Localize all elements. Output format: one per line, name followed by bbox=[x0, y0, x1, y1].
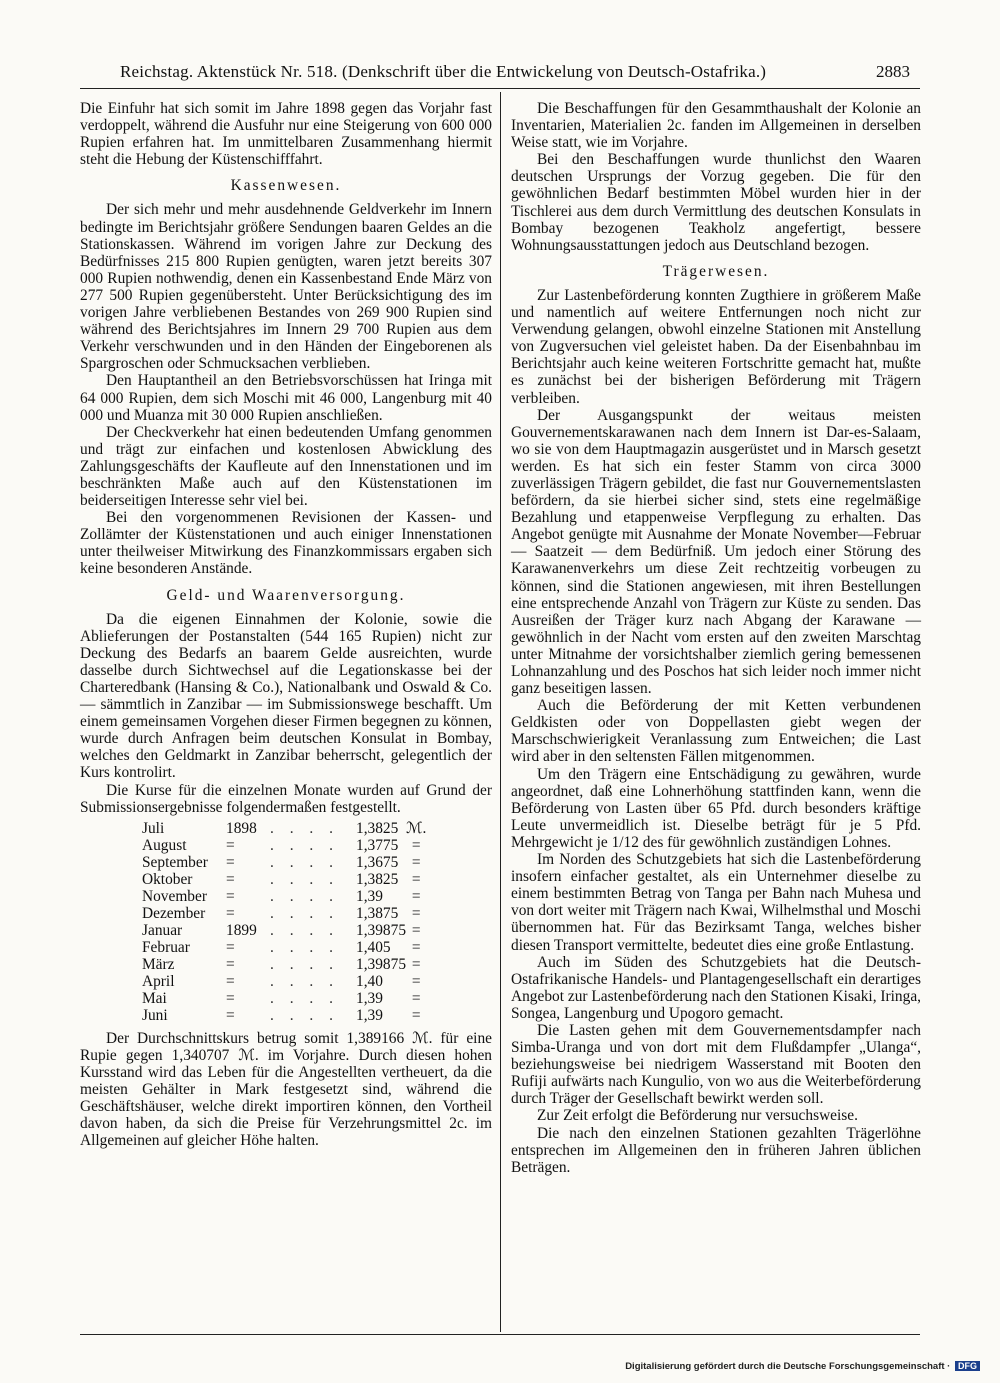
rate-leader-dots: . . . . bbox=[270, 972, 339, 990]
rate-value: 1,39 bbox=[356, 887, 383, 905]
right-column bbox=[511, 100, 921, 1176]
rate-value: 1,3825 bbox=[356, 870, 399, 888]
rate-unit: = bbox=[411, 904, 421, 922]
rate-leader-dots: . . . . bbox=[270, 921, 339, 939]
rate-value: 1,405 bbox=[356, 938, 391, 956]
rate-row bbox=[142, 973, 426, 990]
rate-row bbox=[142, 820, 426, 837]
rate-leader-dots: . . . . bbox=[270, 904, 339, 922]
rate-unit: = bbox=[411, 972, 421, 990]
paragraph: Zur Zeit erfolgt die Beförderung nur versuchsweise. bbox=[537, 1107, 858, 1125]
rate-leader-dots: . . . . bbox=[270, 853, 339, 871]
rate-row bbox=[142, 854, 426, 871]
rate-month: Januar bbox=[142, 921, 183, 939]
paragraph: Da die eigenen Einnahmen der Kolonie, sowie die Ablieferungen der Postanstalten (544 165 Rupien) nicht zur Deckung des Bedarfs an baarem Gelde ausreichten, wurde dasselbe durch Sichtwechsel auf die Legationskasse bei der Charteredbank (Hansing & Co.), Nationalbank und Oswald & Co. — sämmtlich in Zanzibar — im Submissionswege beschafft. Um einem gemeinsamen Vorgehen dieser Firmen begegnen zu können, wurde durch Anfragen beim deutschen Konsulat in Bombay, welches den Geldmarkt in Zanzibar beherrscht, gelegentlich der Kurs kontrolirt. bbox=[80, 610, 492, 782]
rate-month: Februar bbox=[142, 938, 190, 956]
paragraph: Bei den Beschaffungen wurde thunlichst den Waaren deutschen Ursprungs der Vorzug gegeben. Die für den gewöhnlichen Bedarf bestimmten Möbel wurden hier in der Tischlerei aus dem durch Vermittlung des deutschen Konsulats in Bombay bezogenen Teakholz angefertigt, bessere Wohnungsausstattungen jedoch aus Deutschland bezogen. bbox=[511, 151, 921, 254]
rate-leader-dots: . . . . bbox=[270, 836, 339, 854]
rate-month: Oktober bbox=[142, 870, 193, 888]
paragraph: Die Lasten gehen mit dem Gouvernementsdampfer nach Simba-Uranga und von dort mit dem Flußdampfer „Ulanga“, beziehungsweise bei niedrigem Wasserstand mit Booten den Rufiji aufwärts nach Kungulio, von wo aus die Weiterbeförderung durch Träger der Gesellschaft bewirkt werden soll. bbox=[511, 1021, 921, 1108]
credit-text: Digitalisierung gefördert durch die Deutsche Forschungsgemeinschaft · bbox=[625, 1361, 951, 1372]
rate-leader-dots: . . . . bbox=[270, 955, 339, 973]
paragraph: Bei den vorgenommenen Revisionen der Kassen- und Zollämter der Küstenstationen und auch einiger Innenstationen unter theilweiser Mitwirkung des Finanzkommissars ergaben sich keine besonderen Anstände. bbox=[80, 509, 492, 578]
rate-value: 1,39 bbox=[356, 1006, 383, 1024]
rate-month: Juni bbox=[142, 1006, 168, 1024]
paragraph: Der Durchschnittskurs betrug somit 1,389166 ℳ. für eine Rupie gegen 1,340707 ℳ. im Vorjahre. Durch diesen hohen Kursstand wird das Leben für die Angestellten vertheuert, da die meisten Gehälter in Mark festgesetzt sind, während die Geschäftshäuser, welche direkt importiren können, den Vortheil davon haben, da sich die Preise für Verzehrungsmittel 2c. im Allgemeinen auf gleicher Höhe halten. bbox=[80, 1029, 492, 1150]
paragraph: Zur Lastenbeförderung konnten Zugthiere in größerem Maße und namentlich auf weitere Entfernungen noch nicht zur Verwendung gelangen, obwohl einzelne Stationen mit Anstellung von Zugversuchen viel geleistet haben. Da der Eisenbahnbau im Berichtsjahr auch keine weiteren Fortschritte gemacht hat, mußte es zunächst bei der bisherigen Beförderung mit Trägern verbleiben. bbox=[511, 286, 921, 407]
rate-year: = bbox=[226, 853, 235, 871]
paragraph: Im Norden des Schutzgebiets hat sich die Lastenbeförderung insofern einfacher gestaltet, als ein Unternehmer dieselbe zu einem bestimmten Betrag von Tanga per Bahn nach Muhesa und von dort weiter mit Trägern nach Kwai, Wilhelmsthal und Moschi übernommen hat. Für das Bezirksamt Tanga, welches bisher diesen Transport vermittelte, bedeutet dies eine große Entlastung. bbox=[511, 851, 921, 954]
rate-year: = bbox=[226, 972, 235, 990]
rate-year: = bbox=[226, 836, 235, 854]
rate-year: 1899 bbox=[226, 921, 257, 939]
rate-month: Mai bbox=[142, 989, 167, 1007]
rate-leader-dots: . . . . bbox=[270, 870, 339, 888]
page-header bbox=[120, 62, 910, 86]
paragraph: Die nach den einzelnen Stationen gezahlten Trägerlöhne entsprechen im Allgemeinen den in früheren Jahren üblichen Beträgen. bbox=[511, 1124, 921, 1176]
rate-value: 1,39875 bbox=[356, 921, 407, 939]
rate-value: 1,3775 bbox=[356, 836, 399, 854]
rate-leader-dots: . . . . bbox=[270, 989, 339, 1007]
rate-row bbox=[142, 1007, 426, 1024]
rate-leader-dots: . . . . bbox=[270, 819, 339, 837]
column-divider bbox=[500, 92, 501, 1332]
footer-rule bbox=[80, 1334, 920, 1335]
rate-unit: = bbox=[411, 887, 421, 905]
rate-unit: = bbox=[411, 1006, 421, 1024]
paragraph: Der sich mehr und mehr ausdehnende Geldverkehr im Innern bedingte im Berichtsjahr größere Sendungen baaren Geldes an die Stationskassen. Während im vorigen Jahre zur Deckung des Bedürfnisses 215 800 Rupien genügten, waren jetzt bereits 307 000 Rupien nothwendig, denen ein Kassenbestand Ende März von 277 500 Rupien gegenübersteht. Unter Berücksichtigung des im vorigen Jahre verbliebenen Bestandes von 269 900 Rupien sind während des Berichtsjahres im Innern 29 700 Rupien aus dem Verkehr verschwunden und in den Händen der Eingeborenen als Spargroschen oder Schmucksachen verblieben. bbox=[80, 201, 492, 373]
rate-row bbox=[142, 871, 426, 888]
paragraph: Um den Trägern eine Entschädigung zu gewähren, wurde angeordnet, daß eine Lohnerhöhung stattfinden kann, wenn die Beförderung von Lasten über 65 Pfd. durch besonders kräftige Leute unvermeidlich ist. Dieselbe beträgt für je 5 Pfd. Mehrgewicht je 1/12 des für gewöhnlich zuständigen Lohnes. bbox=[511, 765, 921, 851]
digitization-credit bbox=[625, 1361, 980, 1372]
rate-row bbox=[142, 905, 426, 922]
page-number: 2883 bbox=[876, 62, 910, 81]
rate-unit: = bbox=[411, 989, 421, 1007]
rate-unit: = bbox=[411, 870, 421, 888]
rate-value: 1,39875 bbox=[356, 955, 407, 973]
rate-value: 1,39 bbox=[356, 989, 383, 1007]
rate-value: 1,3675 bbox=[356, 853, 399, 871]
rate-year: = bbox=[226, 938, 235, 956]
rate-month: April bbox=[142, 972, 175, 990]
rate-month: Juli bbox=[142, 819, 165, 837]
rate-month: August bbox=[142, 836, 187, 854]
rate-row bbox=[142, 939, 426, 956]
rate-row bbox=[142, 990, 426, 1007]
rate-leader-dots: . . . . bbox=[270, 887, 339, 905]
rate-unit: ℳ. bbox=[406, 819, 427, 837]
rate-row bbox=[142, 922, 426, 939]
rate-month: September bbox=[142, 853, 208, 871]
rate-leader-dots: . . . . bbox=[270, 938, 339, 956]
rate-year: = bbox=[226, 870, 235, 888]
rate-year: = bbox=[226, 1006, 235, 1024]
rate-month: März bbox=[142, 955, 175, 973]
rate-unit: = bbox=[411, 938, 421, 956]
paragraph: Der Checkverkehr hat einen bedeutenden Umfang genommen und trägt zur einfachen und kostenlosen Abwicklung des Zahlungsgeschäfts der Kaufleute auf den Innenstationen und im beschränkten Maße auch auf den Küstenstationen im beiderseitigen Interesse sehr viel bei. bbox=[80, 423, 492, 510]
paragraph: Der Ausgangspunkt der weitaus meisten Gouvernementskarawanen nach dem Innern ist Dar-es-Salaam, wo sie von dem Hauptmagazin ausgerüstet und in Marsch gesetzt werden. Es hat sich ein fester Stamm von circa 3000 zuverlässigen Trägern gebildet, die fast nur Gouvernementslasten befördern, da sie hierbei sicher sind, stets eine regelmäßige Bezahlung und etappenweise Verpflegung zu erhalten. Das Angebot genügte mit Ausnahme der Monate November—Februar — Saatzeit — dem Bedürfniß. Um jedoch einer Störung des Karawanenverkehrs um diese Zeit rechtzeitig vorbeugen zu können, sind die Stationen angewiesen, mit ihren Bestellungen eine entsprechende Anzahl von Trägern zur Küste zu senden. Das Ausreißen der Träger kurz nach Abgang der Karawane — gewöhnlich in der Nacht vom ersten auf den zweiten Marschtag unter Mitnahme der vorsichtshalber ziemlich gering bemessenen Lohnanzahlung und des Poschos hat sich leider noch immer nicht ganz beseitigen lassen. bbox=[511, 406, 921, 698]
dfg-logo: DFG bbox=[955, 1361, 980, 1371]
rate-year: = bbox=[226, 955, 235, 973]
paragraph: Auch die Beförderung der mit Ketten verbundenen Geldkisten oder von Doppellasten giebt wegen der Marschschwierigkeit Veranlassung zum Entweichen; die Last wird aber in den seltensten Fällen mitgenommen. bbox=[511, 697, 921, 766]
rate-row bbox=[142, 837, 426, 854]
rate-month: November bbox=[142, 887, 207, 905]
header-title: Reichstag. Aktenstück Nr. 518. (Denkschrift über die Entwickelung von Deutsch-Ostafrika.) bbox=[120, 62, 767, 81]
rate-unit: = bbox=[411, 836, 421, 854]
section-heading-geldversorgung: Geld- und Waarenversorgung. bbox=[166, 586, 406, 604]
rate-year: 1898 bbox=[226, 819, 257, 837]
paragraph: Die Einfuhr hat sich somit im Jahre 1898 gegen das Vorjahr fast verdoppelt, während die Ausfuhr nur eine Steigerung von 600 000 Rupien erfahren hat. Im unmittelbaren Zusammenhang hiermit steht die Hebung der Küstenschifffahrt. bbox=[80, 100, 492, 169]
section-heading-kassenwesen: Kassenwesen. bbox=[230, 177, 342, 195]
rate-value: 1,3825 bbox=[356, 819, 399, 837]
paragraph: Die Beschaffungen für den Gesammthaushalt der Kolonie an Inventarien, Materialien 2c. fanden im Allgemeinen in derselben Weise statt, wie im Vorjahre. bbox=[511, 100, 921, 152]
exchange-rate-table bbox=[142, 820, 426, 1024]
paragraph: Die Kurse für die einzelnen Monate wurden auf Grund der Submissionsergebnisse folgendermaßen festgestellt. bbox=[80, 781, 492, 816]
paragraph: Den Hauptantheil an den Betriebsvorschüssen hat Iringa mit 64 000 Rupien, dem sich Moschi mit 46 000, Langenburg mit 40 000 und Muanza mit 30 000 Rupien anschließen. bbox=[80, 372, 492, 424]
rate-year: = bbox=[226, 904, 235, 922]
rate-leader-dots: . . . . bbox=[270, 1006, 339, 1024]
rate-row bbox=[142, 956, 426, 973]
rate-unit: = bbox=[411, 921, 421, 939]
left-column bbox=[80, 100, 492, 1149]
rate-value: 1,3875 bbox=[356, 904, 399, 922]
rate-unit: = bbox=[411, 853, 421, 871]
rate-value: 1,40 bbox=[356, 972, 383, 990]
rate-row bbox=[142, 888, 426, 905]
rate-month: Dezember bbox=[142, 904, 206, 922]
section-heading-traegerwesen: Trägerwesen. bbox=[662, 262, 770, 280]
rate-year: = bbox=[226, 989, 235, 1007]
header-rule bbox=[80, 88, 920, 89]
paragraph: Auch im Süden des Schutzgebiets hat die Deutsch-Ostafrikanische Handels- und Plantagengesellschaft ein derartiges Angebot zur Lastenbeförderung nach den Stationen Kisaki, Iringa, Songea, Langenburg und Upogoro gemacht. bbox=[511, 953, 921, 1022]
rate-unit: = bbox=[411, 955, 421, 973]
rate-year: = bbox=[226, 887, 235, 905]
